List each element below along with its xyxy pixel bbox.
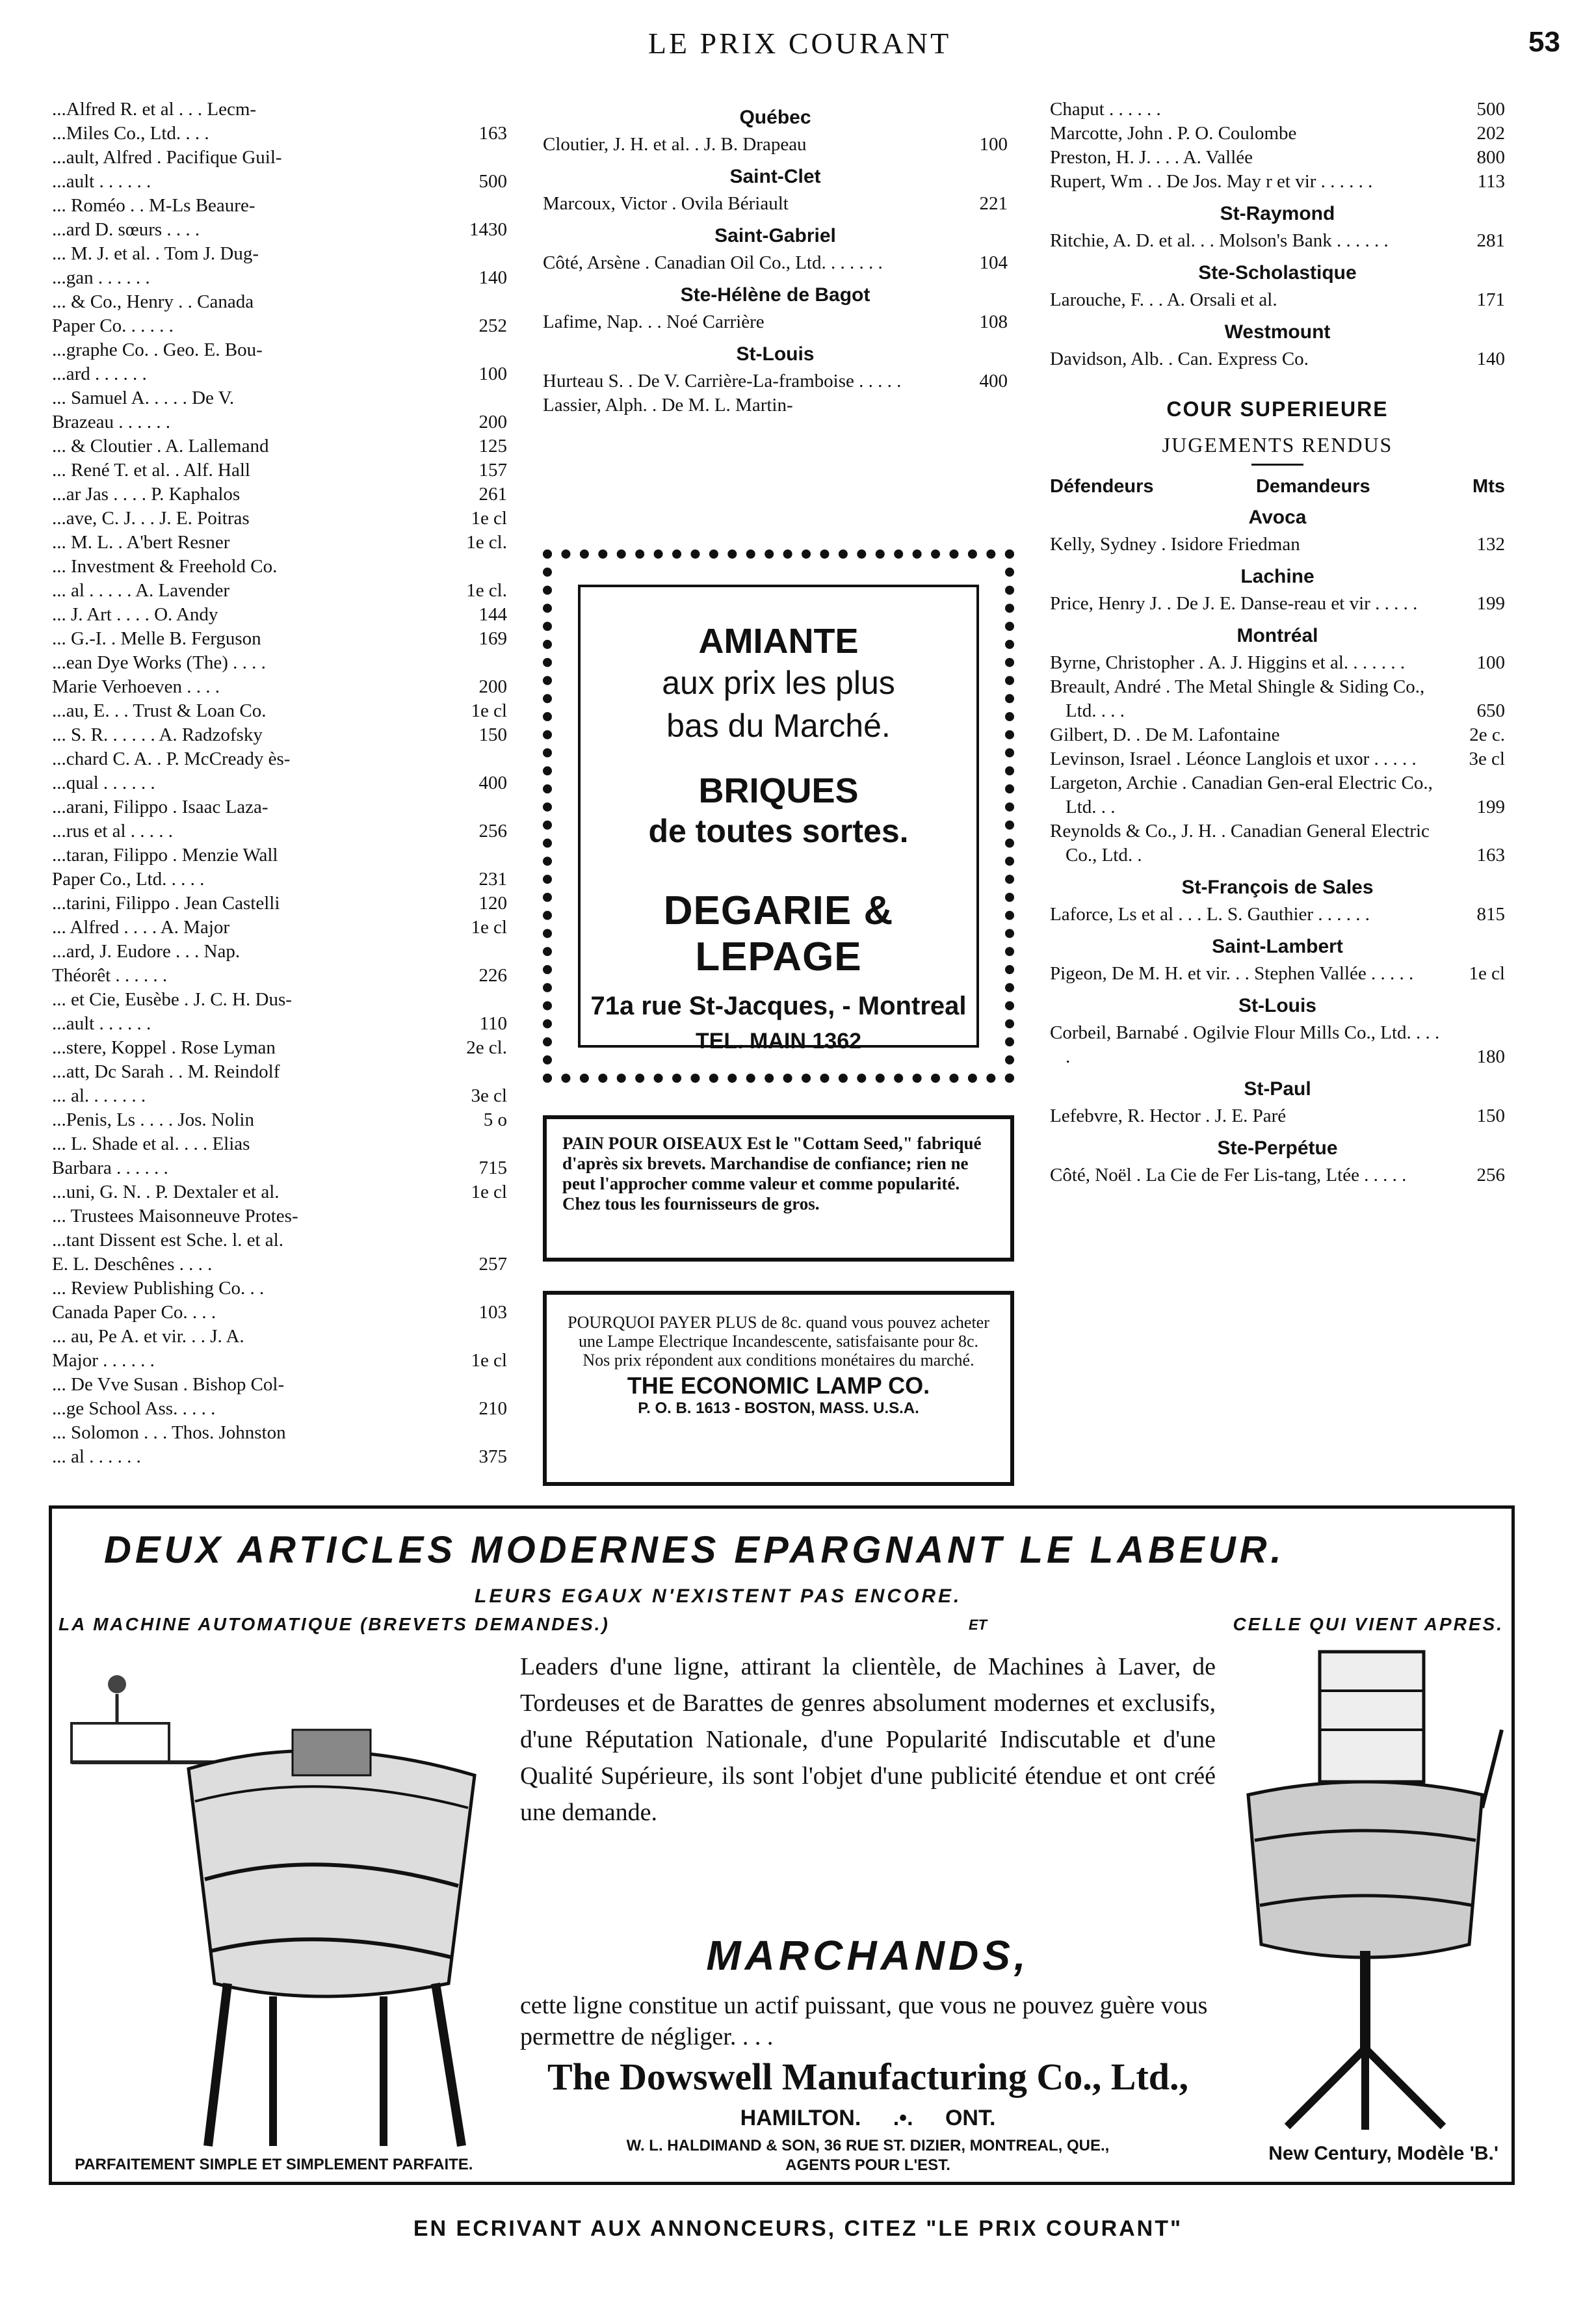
entry-amount: 1e cl. <box>466 532 507 553</box>
ad-amiante <box>543 550 1014 1083</box>
entry-text: ...att, Dc Sarah . . M. Reindolf <box>52 1061 280 1082</box>
list-item <box>52 1036 507 1060</box>
entry-text: ...Miles Co., Ltd. . . . <box>52 123 209 144</box>
list-item <box>52 1349 507 1373</box>
list-item <box>52 1180 507 1204</box>
entry-text: Larouche, F. . . A. Orsali et al. <box>1050 289 1277 310</box>
entry-text: ... Review Publishing Co. . . <box>52 1278 265 1299</box>
entry-text: Côté, Noël . La Cie de Fer Lis-tang, Ltée . . . . . <box>1050 1165 1407 1185</box>
entry-amount: 140 <box>478 267 507 288</box>
ad-dowswell-body: Leaders d'une ligne, attirant la clientèle, de Machines à Laver, de Tordeuses et de Barattes de genres absolument modernes et exclusifs, d'une Réputation Nationale, d'une Popularité Indiscutable et d'une Qualité Supérieure, ils sont l'objet d'une publicité étendue et ont créé une demande. <box>520 1653 1216 1826</box>
entry-amount: 231 <box>478 869 507 890</box>
location-heading: Ste-Scholastique <box>1198 262 1357 284</box>
entry-amount: 171 <box>1476 289 1505 310</box>
entry-amount: 157 <box>478 460 507 481</box>
entry-amount: 5 o <box>483 1109 507 1130</box>
ad-dowswell-marchands: MARCHANDS, <box>706 1932 1030 1979</box>
entry-amount: 163 <box>1476 845 1505 866</box>
list-item <box>52 579 507 603</box>
entry-text: ... M. L. . A'bert Resner <box>52 532 230 553</box>
entry-text: ...gan . . . . . . <box>52 267 150 288</box>
entry-amount: 221 <box>979 193 1008 214</box>
entry-amount: 103 <box>478 1302 507 1323</box>
entry-text: Paper Co., Ltd. . . . . <box>52 869 205 890</box>
list-item <box>52 1228 507 1252</box>
entry-amount: 650 <box>1476 700 1505 721</box>
list-item <box>52 386 507 410</box>
entry-text: Rupert, Wm . . De Jos. May r et vir . . . . . . <box>1050 171 1373 192</box>
list-item <box>1050 962 1505 986</box>
entry-text: Levinson, Israel . Léonce Langlois et uxor . . . . . <box>1050 748 1417 769</box>
entry-amount: 113 <box>1477 171 1505 192</box>
entry-text: Barbara . . . . . . <box>52 1158 168 1178</box>
entry-text: ... G.-I. . Melle B. Ferguson <box>52 628 261 649</box>
entry-text: ...ge School Ass. . . . . <box>52 1398 216 1419</box>
entry-text: ... Samuel A. . . . . De V. <box>52 388 235 408</box>
list-item <box>1050 229 1505 253</box>
entry-text: ...ault . . . . . . <box>52 171 151 192</box>
entry-text: Paper Co. . . . . . <box>52 315 174 336</box>
entry-amount: 1e cl <box>471 1182 507 1202</box>
list-item <box>543 393 1008 417</box>
list-item <box>52 194 507 218</box>
entry-text: Brazeau . . . . . . <box>52 412 170 432</box>
list-item <box>52 458 507 483</box>
ad-amiante-line2: bas du Marché. <box>666 708 891 744</box>
entry-text: ...ar Jas . . . . P. Kaphalos <box>52 484 241 505</box>
list-item <box>1050 122 1505 146</box>
list-item <box>52 170 507 194</box>
entry-amount: 1e cl <box>471 917 507 938</box>
entry-amount: 256 <box>478 821 507 841</box>
entry-amount: 400 <box>478 773 507 793</box>
entry-amount: 1e cl <box>471 1350 507 1371</box>
list-item <box>52 651 507 675</box>
list-item <box>1050 723 1505 747</box>
entry-amount: 1e cl <box>471 508 507 529</box>
entry-amount: 3e cl <box>471 1085 507 1106</box>
list-item <box>1050 347 1505 371</box>
list-item <box>1050 1163 1505 1187</box>
entry-text: ...tant Dissent est Sche. l. et al. <box>52 1230 283 1251</box>
entry-text: ...ard, J. Eudore . . . Nap. <box>52 941 241 962</box>
list-item <box>52 1060 507 1084</box>
entry-text: ... L. Shade et al. . . . Elias <box>52 1133 250 1154</box>
list-item <box>1050 819 1505 867</box>
entry-amount: 150 <box>478 724 507 745</box>
list-item <box>52 434 507 458</box>
list-item <box>52 892 507 916</box>
entry-text: ... Alfred . . . . A. Major <box>52 917 230 938</box>
ad-dowswell-city: HAMILTON. .•. ONT. <box>740 2106 996 2130</box>
ad-dowswell-caption-right: New Century, Modèle 'B.' <box>1268 2143 1498 2164</box>
page-number: 53 <box>1528 26 1560 58</box>
location-heading: Ste-Hélène de Bagot <box>680 284 870 306</box>
ad-oiseaux: PAIN POUR OISEAUX Est le "Cottam Seed," fabriqué d'après six brevets. Marchandise de confiance; rien ne peut l'approcher comme valeur et comme popularité. Chez tous les fournisseurs de gros. <box>543 1115 1014 1262</box>
list-item <box>52 675 507 699</box>
list-item <box>1050 1021 1505 1069</box>
entry-text: ... Roméo . . M-Ls Beaure- <box>52 195 255 216</box>
list-item <box>52 1084 507 1108</box>
entry-amount: 199 <box>1476 797 1505 817</box>
list-item <box>543 251 1008 275</box>
list-item <box>52 242 507 266</box>
entry-text: ...stere, Koppel . Rose Lyman <box>52 1037 276 1058</box>
list-item <box>52 338 507 362</box>
ad-amiante-frame <box>578 585 979 1053</box>
entry-amount: 210 <box>478 1398 507 1419</box>
list-item <box>52 1301 507 1325</box>
ad-amiante-line1: aux prix les plus <box>662 665 895 701</box>
entry-text: ...qual . . . . . . <box>52 773 155 793</box>
entry-text: Hurteau S. . De V. Carrière-La-framboise . . . . . <box>543 371 902 391</box>
entry-text: ... Investment & Freehold Co. <box>52 556 278 577</box>
entry-amount: 110 <box>479 1013 507 1034</box>
list-item <box>1050 592 1505 616</box>
entry-text: ... au, Pe A. et vir. . . J. A. <box>52 1326 244 1347</box>
entry-text: Cloutier, J. H. et al. . J. B. Drapeau <box>543 134 807 155</box>
list-item <box>52 1012 507 1036</box>
ad-dowswell-body2: cette ligne constitue un actif puissant, que vous ne pouvez guère vous permettre de négliger. . . . <box>520 1992 1208 2050</box>
column-header: Demandeurs <box>1255 476 1370 497</box>
list-item <box>52 1373 507 1397</box>
list-item <box>1050 675 1505 723</box>
list-item <box>52 699 507 723</box>
list-item <box>52 867 507 892</box>
ad-dowswell-right-header: CELLE QUI VIENT APRES. <box>1233 1614 1504 1634</box>
list-item <box>52 555 507 579</box>
entry-amount: 281 <box>1476 230 1505 251</box>
column-header: Mts <box>1472 476 1505 497</box>
entry-text: Byrne, Christopher . A. J. Higgins et al. . . . . . . <box>1050 652 1406 673</box>
location-heading: Ste-Perpétue <box>1217 1137 1338 1159</box>
entry-amount: 1e cl <box>1469 963 1505 984</box>
column-header: Défendeurs <box>1050 476 1154 497</box>
list-item <box>543 369 1008 393</box>
entry-text: ... S. R. . . . . . A. Radzofsky <box>52 724 263 745</box>
entry-amount: 199 <box>1476 593 1505 614</box>
divider-rule <box>1251 464 1303 466</box>
list-item <box>52 771 507 795</box>
list-item <box>1050 170 1505 194</box>
entry-amount: 500 <box>478 171 507 192</box>
list-item <box>1050 146 1505 170</box>
entry-text: ... René T. et al. . Alf. Hall <box>52 460 250 481</box>
entry-text: ...ault . . . . . . <box>52 1013 151 1034</box>
location-heading: St-Paul <box>1244 1078 1311 1100</box>
entry-amount: 140 <box>1476 349 1505 369</box>
list-item <box>52 314 507 338</box>
section-title: COUR SUPERIEURE <box>1166 397 1389 421</box>
entry-text: ...ault, Alfred . Pacifique Guil- <box>52 147 282 168</box>
entry-text: Ritchie, A. D. et al. . . Molson's Bank . . . . . . <box>1050 230 1389 251</box>
middle-column <box>543 98 1008 417</box>
entry-amount: 200 <box>478 412 507 432</box>
entry-amount: 108 <box>979 311 1008 332</box>
ad-dowswell-subheadline: LEURS EGAUX N'EXISTENT PAS ENCORE. <box>475 1585 962 1607</box>
list-item <box>52 1156 507 1180</box>
entry-amount: 132 <box>1476 534 1505 555</box>
entry-text: Preston, H. J. . . . A. Vallée <box>1050 147 1253 168</box>
left-column <box>52 98 507 1469</box>
entry-text: ... J. Art . . . . O. Andy <box>52 604 218 625</box>
entry-amount: 715 <box>478 1158 507 1178</box>
entry-text: Côté, Arsène . Canadian Oil Co., Ltd. . . . . . . <box>543 252 883 273</box>
entry-text: Reynolds & Co., J. H. . Canadian General Electric Co., Ltd. . <box>1050 821 1430 866</box>
list-item <box>52 122 507 146</box>
location-heading: Lachine <box>1240 566 1315 587</box>
entry-amount: 2e cl. <box>466 1037 507 1058</box>
list-item <box>52 507 507 531</box>
list-item <box>52 1445 507 1469</box>
entry-text: Davidson, Alb. . Can. Express Co. <box>1050 349 1309 369</box>
entry-text: Lassier, Alph. . De M. L. Martin- <box>543 395 793 416</box>
entry-text: Lafime, Nap. . . Noé Carrière <box>543 311 765 332</box>
entry-text: ... Solomon . . . Thos. Johnston <box>52 1422 286 1443</box>
entry-text: ...ave, C. J. . . J. E. Poitras <box>52 508 250 529</box>
right-column <box>1050 98 1505 1187</box>
entry-amount: 163 <box>478 123 507 144</box>
ad-dowswell-left-header: LA MACHINE AUTOMATIQUE (BREVETS DEMANDES.) <box>59 1614 610 1634</box>
list-item <box>52 1252 507 1277</box>
entry-amount: 1e cl <box>471 700 507 721</box>
entry-amount: 3e cl <box>1469 748 1505 769</box>
entry-text: ...ard . . . . . . <box>52 364 147 384</box>
location-heading: St-Louis <box>1238 995 1316 1016</box>
location-heading: St-François de Sales <box>1181 877 1374 898</box>
ad-amiante-company: DEGARIE & LEPAGE <box>663 888 894 979</box>
ad-amiante-address: 71a rue St-Jacques, - Montreal <box>590 992 967 1020</box>
list-item <box>52 627 507 651</box>
entry-amount: 500 <box>1476 99 1505 120</box>
location-heading: Westmount <box>1224 321 1331 343</box>
entry-amount: 100 <box>979 134 1008 155</box>
ad-amiante-line3: de toutes sortes. <box>648 813 909 849</box>
entry-amount: 1e cl. <box>466 580 507 601</box>
list-item <box>52 483 507 507</box>
entry-text: Pigeon, De M. H. et vir. . . Stephen Vallée . . . . . <box>1050 963 1414 984</box>
entry-amount: 200 <box>478 676 507 697</box>
ad-dowswell-caption-left: PARFAITEMENT SIMPLE ET SIMPLEMENT PARFAITE. <box>75 2156 473 2173</box>
location-heading: St-Raymond <box>1220 203 1335 224</box>
entry-text: ... & Co., Henry . . Canada <box>52 291 254 312</box>
ad-dowswell-agents-line1: W. L. HALDIMAND & SON, 36 RUE ST. DIZIER, MONTREAL, QUE., <box>626 2137 1110 2154</box>
entry-text: ...Penis, Ls . . . . Jos. Nolin <box>52 1109 254 1130</box>
ad-dowswell-agents <box>520 2136 1216 2175</box>
entry-text: Largeton, Archie . Canadian Gen-eral Electric Co., Ltd. . . <box>1050 773 1433 817</box>
entry-text: ... et Cie, Eusèbe . J. C. H. Dus- <box>52 989 292 1010</box>
entry-amount: 375 <box>478 1446 507 1467</box>
entry-amount: 144 <box>478 604 507 625</box>
location-heading: Avoca <box>1248 507 1307 528</box>
list-item <box>52 362 507 386</box>
location-heading: Montréal <box>1236 625 1318 646</box>
ad-amiante-title2: BRIQUES <box>698 771 859 810</box>
list-item <box>52 603 507 627</box>
entry-amount: 2e c. <box>1469 724 1505 745</box>
entry-text: Price, Henry J. . De J. E. Danse-reau et vir . . . . . <box>1050 593 1418 614</box>
ad-amiante-phone: TEL. MAIN 1362 <box>695 1029 862 1053</box>
entry-text: Gilbert, D. . De M. Lafontaine <box>1050 724 1280 745</box>
entry-amount: 125 <box>478 436 507 457</box>
ad-dowswell-headline: DEUX ARTICLES MODERNES EPARGNANT LE LABEUR. <box>104 1529 1285 1571</box>
page-header <box>39 26 1560 65</box>
list-item <box>52 1277 507 1301</box>
entry-text: Marcotte, John . P. O. Coulombe <box>1050 123 1297 144</box>
list-item <box>1050 533 1505 557</box>
list-item <box>1050 288 1505 312</box>
subsection-title: JUGEMENTS RENDUS <box>1162 433 1393 457</box>
entry-text: ...rus et al . . . . . <box>52 821 174 841</box>
entry-text: E. L. Deschênes . . . . <box>52 1254 213 1275</box>
ad-amiante-title: AMIANTE <box>698 622 859 661</box>
entry-amount: 100 <box>478 364 507 384</box>
ad-lamp-address: P. O. B. 1613 - BOSTON, MASS. U.S.A. <box>638 1399 919 1417</box>
entry-amount: 202 <box>1476 123 1505 144</box>
list-item <box>52 266 507 290</box>
list-item <box>52 410 507 434</box>
entry-text: ...ean Dye Works (The) . . . . <box>52 652 266 673</box>
list-item <box>1050 747 1505 771</box>
ad-lamp-text: POURQUOI PAYER PLUS de 8c. quand vous pouvez acheter une Lampe Electrique Incandescente, satisfaisante pour 8c. Nos prix répondent aux conditions monétaires du marché. <box>568 1313 989 1370</box>
entry-text: ...tarini, Filippo . Jean Castelli <box>52 893 280 914</box>
list-item <box>52 1325 507 1349</box>
list-item <box>52 916 507 940</box>
entry-text: Canada Paper Co. . . . <box>52 1302 216 1323</box>
entry-text: ... al . . . . . A. Lavender <box>52 580 230 601</box>
list-item <box>52 819 507 843</box>
ad-dowswell-agents-line2: AGENTS POUR L'EST. <box>785 2156 950 2174</box>
list-item <box>543 310 1008 334</box>
location-heading: St-Louis <box>736 343 815 365</box>
list-item <box>52 1421 507 1445</box>
ad-lamp <box>543 1291 1014 1486</box>
entry-text: ...Alfred R. et al . . . Lecm- <box>52 99 257 120</box>
entry-text: ...arani, Filippo . Isaac Laza- <box>52 797 268 817</box>
list-item <box>52 1397 507 1421</box>
entry-text: ...chard C. A. . P. McCready ès- <box>52 748 291 769</box>
list-item <box>52 1132 507 1156</box>
entry-text: Breault, André . The Metal Shingle & Siding Co., Ltd. . . . <box>1050 676 1425 721</box>
entry-amount: 169 <box>478 628 507 649</box>
entry-text: ... al. . . . . . . <box>52 1085 146 1106</box>
page-title: LE PRIX COURANT <box>648 27 952 60</box>
entry-text: ... Trustees Maisonneuve Protes- <box>52 1206 298 1226</box>
entry-text: Chaput . . . . . . <box>1050 99 1161 120</box>
list-item <box>52 795 507 819</box>
list-item <box>52 723 507 747</box>
entry-text: ...ard D. sœurs . . . . <box>52 219 200 240</box>
column-headers <box>1050 476 1505 497</box>
list-item <box>52 1204 507 1228</box>
ad-lamp-company: THE ECONOMIC LAMP CO. <box>627 1372 930 1399</box>
entry-amount: 252 <box>478 315 507 336</box>
entry-text: Marcoux, Victor . Ovila Bériault <box>543 193 789 214</box>
list-item <box>543 192 1008 216</box>
entry-text: Marie Verhoeven . . . . <box>52 676 220 697</box>
list-item <box>52 531 507 555</box>
entry-amount: 150 <box>1476 1106 1505 1126</box>
list-item <box>1050 651 1505 675</box>
list-item <box>52 964 507 988</box>
location-heading: Québec <box>739 107 811 128</box>
list-item <box>52 1108 507 1132</box>
list-item <box>1050 98 1505 122</box>
entry-text: ... M. J. et al. . Tom J. Dug- <box>52 243 259 264</box>
entry-amount: 1430 <box>469 219 507 240</box>
list-item <box>52 988 507 1012</box>
entry-text: Laforce, Ls et al . . . L. S. Gauthier . . . . . . <box>1050 904 1370 925</box>
entry-amount: 800 <box>1476 147 1505 168</box>
list-item <box>52 747 507 771</box>
entry-text: ...graphe Co. . Geo. E. Bou- <box>52 339 263 360</box>
list-item <box>52 940 507 964</box>
page-footer: EN ECRIVANT AUX ANNONCEURS, CITEZ "LE PRIX COURANT" <box>413 2216 1183 2241</box>
entry-text: ...au, E. . . Trust & Loan Co. <box>52 700 267 721</box>
entry-text: Major . . . . . . <box>52 1350 155 1371</box>
washing-machine-illustration <box>59 1645 514 2159</box>
list-item <box>543 133 1008 157</box>
list-item <box>52 218 507 242</box>
list-item <box>52 146 507 170</box>
location-heading: Saint-Clet <box>729 166 821 187</box>
location-heading: Saint-Lambert <box>1212 936 1343 957</box>
list-item <box>1050 903 1505 927</box>
entry-text: ... & Cloutier . A. Lallemand <box>52 436 269 457</box>
entry-amount: 256 <box>1476 1165 1505 1185</box>
entry-text: ...uni, G. N. . P. Dextaler et al. <box>52 1182 280 1202</box>
ad-dowswell-company: The Dowswell Manufacturing Co., Ltd., <box>547 2056 1189 2098</box>
ad-dowswell <box>49 1505 1515 2185</box>
list-item <box>52 290 507 314</box>
location-heading: Saint-Gabriel <box>714 225 836 246</box>
wringer-machine-illustration <box>1222 1645 1508 2139</box>
entry-text: Corbeil, Barnabé . Ogilvie Flour Mills Co., Ltd. . . . . <box>1050 1022 1440 1067</box>
list-item <box>52 98 507 122</box>
entry-amount: 104 <box>979 252 1008 273</box>
entry-amount: 257 <box>478 1254 507 1275</box>
list-item <box>1050 771 1505 819</box>
entry-text: Kelly, Sydney . Isidore Friedman <box>1050 534 1300 555</box>
entry-text: ... al . . . . . . <box>52 1446 141 1467</box>
entry-amount: 261 <box>478 484 507 505</box>
entry-amount: 815 <box>1476 904 1505 925</box>
entry-text: Théorêt . . . . . . <box>52 965 168 986</box>
entry-amount: 120 <box>478 893 507 914</box>
entry-text: ...taran, Filippo . Menzie Wall <box>52 845 278 866</box>
entry-amount: 180 <box>1476 1046 1505 1067</box>
list-item <box>52 843 507 867</box>
ad-dowswell-et: ET <box>969 1617 988 1633</box>
entry-amount: 226 <box>478 965 507 986</box>
entry-amount: 400 <box>979 371 1008 391</box>
list-item <box>1050 1104 1505 1128</box>
entry-text: Lefebvre, R. Hector . J. E. Paré <box>1050 1106 1287 1126</box>
entry-text: ... De Vve Susan . Bishop Col- <box>52 1374 285 1395</box>
entry-amount: 100 <box>1476 652 1505 673</box>
